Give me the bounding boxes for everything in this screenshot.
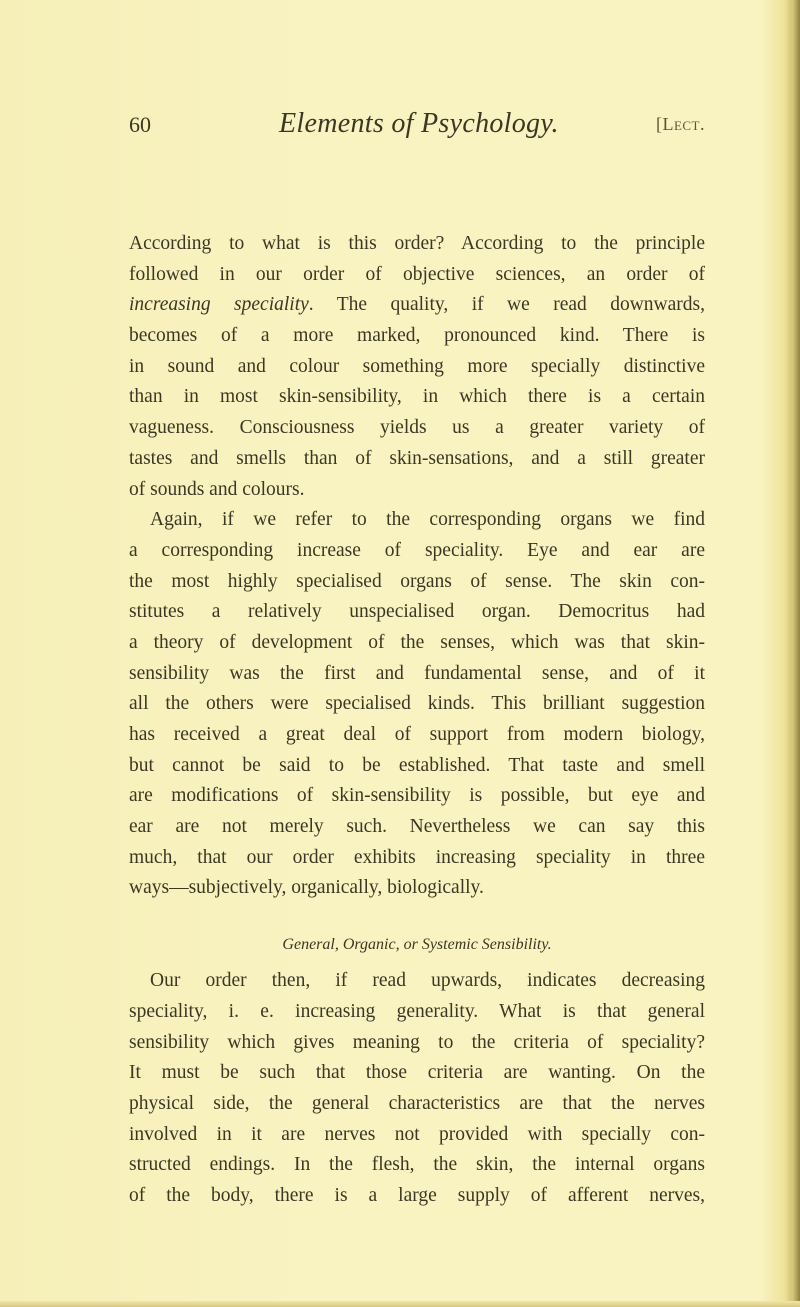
page-bottom-edge: [0, 1301, 800, 1307]
text-line: sensibility which gives meaning to the criteria of speciality?: [129, 1031, 705, 1053]
text-line: tastes and smells than of skin-sensations, and a still greater: [129, 447, 705, 469]
text-line: involved in it are nerves not provided with specially con-: [129, 1123, 705, 1145]
text-line: ear are not merely such. Nevertheless we can say this: [129, 816, 705, 838]
paragraph-1: [129, 229, 705, 505]
text-line: than in most skin-sensibility, in which there is a certain: [129, 386, 705, 408]
text-line: physical side, the general characteristics are that the nerves: [129, 1092, 705, 1114]
page-number: 60: [129, 112, 151, 137]
text-line: much, that our order exhibits increasing speciality in three: [129, 846, 705, 868]
paragraph-2: [129, 505, 705, 904]
text-line: of the body, there is a large supply of afferent nerves,: [129, 1184, 705, 1206]
text-line: becomes of a more marked, pronounced kind. There is: [129, 325, 705, 347]
running-title: Elements of Psychology.: [279, 108, 559, 139]
text-line: speciality, i. e. increasing generality. What is that general: [129, 1000, 705, 1022]
text-line: all the others were specialised kinds. This brilliant suggestion: [129, 693, 705, 715]
text-line: are modifications of skin-sensibility is possible, but eye and: [129, 785, 705, 807]
text-line: According to what is this order? According to the principle: [129, 233, 705, 254]
text-line: but cannot be said to be established. That taste and smell: [129, 754, 705, 776]
text-line: a theory of development of the senses, which was that skin-: [129, 631, 705, 653]
text-line: Again, if we refer to the corresponding organs we find: [150, 509, 705, 531]
text-line: in sound and colour something more specially distinctive: [129, 355, 705, 377]
page-edge-shadow: [788, 0, 800, 1307]
text-line: Our order then, if read upwards, indicates decreasing: [150, 970, 705, 992]
text-line-with-italic: increasing speciality. The quality, if we read downwards,: [129, 294, 705, 316]
text-line: structed endings. In the flesh, the skin, the internal organs: [129, 1154, 705, 1176]
text-line: It must be such that those criteria are wanting. On the: [129, 1062, 705, 1084]
text-line: ways—subjectively, organically, biologically.: [129, 877, 484, 899]
section-mark: [Lect.: [655, 114, 705, 134]
page-body: [129, 229, 705, 1212]
section-heading: General, Organic, or Systemic Sensibility.: [282, 936, 552, 954]
text-line: a corresponding increase of speciality. Eye and ear are: [129, 539, 705, 561]
text-line: the most highly specialised organs of sense. The skin con-: [129, 570, 705, 592]
text-line: has received a great deal of support from modern biology,: [129, 724, 705, 745]
text-line: vagueness. Consciousness yields us a greater variety of: [129, 417, 705, 439]
text-line: followed in our order of objective sciences, an order of: [129, 263, 705, 285]
text-line: stitutes a relatively unspecialised organ. Democritus had: [129, 601, 705, 623]
text-line: sensibility was the first and fundamental sense, and of it: [129, 662, 705, 684]
emphasis-text: increasing speciality: [129, 294, 309, 316]
paragraph-3: [129, 966, 705, 1212]
text-line: of sounds and colours.: [129, 478, 305, 500]
running-header: [129, 108, 705, 142]
